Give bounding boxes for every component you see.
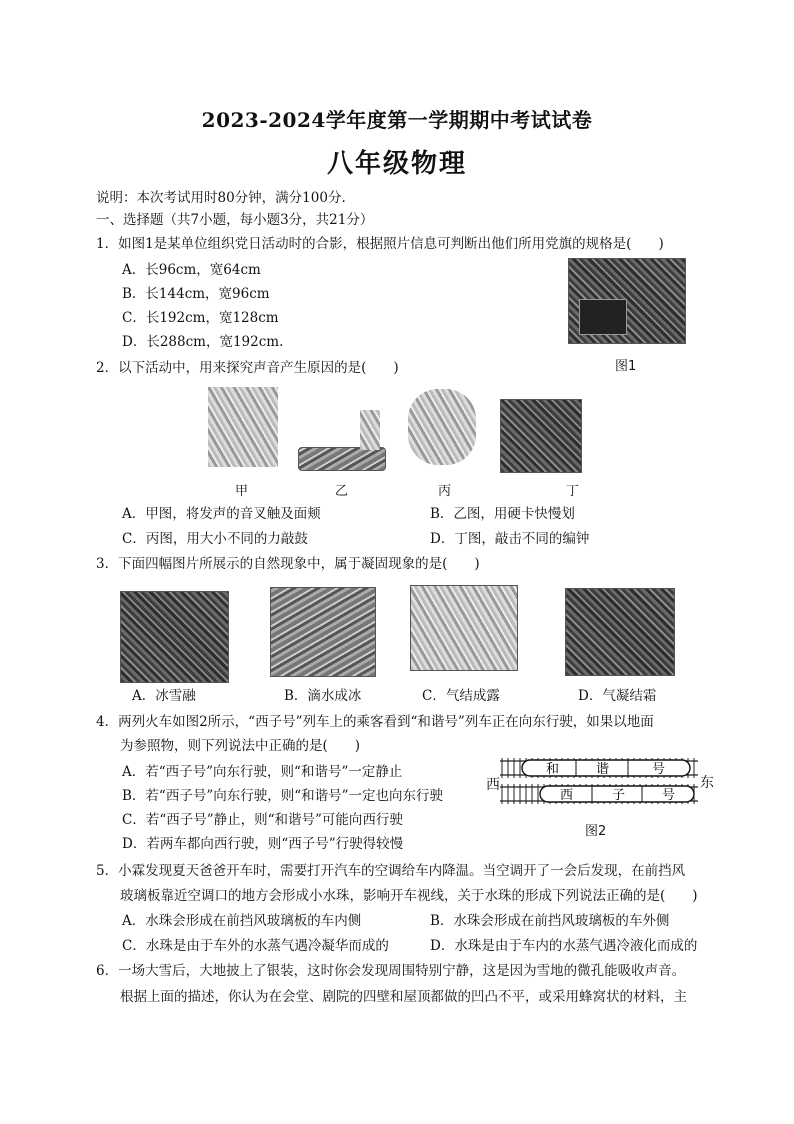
q2-image-yi-card [360,410,380,450]
train1-car3: 号 [652,762,666,777]
party-flag-image [579,299,627,335]
q4-option-a: A．若“西子号”向东行驶，则“和谐号”一定静止 [122,764,403,780]
exam-title: 2023-2024学年度第一学期期中考试试卷 [201,108,593,132]
q3-option-a: A．冰雪融 [132,688,196,704]
figure-1-photo [568,258,686,344]
q3-image-c [410,585,518,671]
q5-stem-line1: 5．小霖发现夏天爸爸开车时，需要打开汽车的空调给车内降温。当空调开了一会后发现，在前挡风 [96,863,686,879]
figure-2-trains [500,758,698,808]
q3-image-b [270,587,376,677]
train2-car1: 西 [560,788,574,803]
q4-stem-line2: 为参照物，则下列说法中正确的是( ) [120,738,361,754]
q5-option-d: D．水珠是由于车内的水蒸气遇冷液化而成的 [430,938,698,954]
q3-stem: 3．下面四幅图片所展示的自然现象中，属于凝固现象的是( ) [96,556,480,572]
q3-option-c: C．气结成露 [422,688,500,704]
figure-1-caption: 图1 [615,359,637,374]
q2-stem: 2．以下活动中，用来探究声音产生原因的是( ) [96,360,399,376]
q5-option-c: C．水珠是由于车外的水蒸气遇冷凝华而成的 [122,938,389,954]
q3-image-a [120,591,229,683]
q1-option-b: B．长144cm，宽96cm [122,286,270,302]
exam-subject: 八年级物理 [326,149,467,179]
train2-car2: 子 [612,788,626,803]
train1-car2: 谐 [596,762,610,777]
q4-stem-line1: 4．两列火车如图2所示，“西子号”列车上的乘客看到“和谐号”列车正在向东行驶，如果以地面 [96,714,654,730]
q5-option-a: A．水珠会形成在前挡风玻璃板的车内侧 [122,913,362,929]
q2-option-c: C．丙图，用大小不同的力敲鼓 [122,531,308,547]
east-label: 东 [700,775,714,791]
q1-stem: 1．如图1是某单位组织党日活动时的合影，根据照片信息可判断出他们所用党旗的规格是( ) [96,236,664,252]
train2-car3: 号 [662,788,676,803]
q2-option-a: A．甲图，将发声的音叉触及面颊 [122,506,321,522]
q4-option-c: C．若“西子号”静止，则“和谐号”可能向西行驶 [122,812,403,828]
q2-option-b: B．乙图，用硬卡快慢划 [430,506,575,522]
west-label: 西 [486,777,500,793]
q2-image-yi [298,447,386,471]
q3-option-d: D．气凝结霜 [578,688,657,704]
q6-stem-line2: 根据上面的描述，你认为在会堂、剧院的四壁和屋顶都做的凹凸不平，或采用蜂窝状的材料，主 [120,989,687,1005]
q1-option-a: A．长96cm，宽64cm [122,262,261,278]
section-heading: 一、选择题（共7小题，每小题3分，共21分） [96,212,374,228]
q2-image-ding [500,399,582,473]
q2-image-bing [408,389,476,465]
q4-option-b: B．若“西子号”向东行驶，则“和谐号”一定也向东行驶 [122,788,444,804]
q2-label-ding: 丁 [566,484,580,499]
q1-option-d: D．长288cm，宽192cm. [122,334,284,350]
q2-label-jia: 甲 [235,484,249,499]
instructions: 说明：本次考试用时80分钟，满分100分. [96,190,346,206]
q2-image-jia [208,387,278,467]
q2-label-yi: 乙 [335,484,349,499]
q5-stem-line2: 玻璃板靠近空调口的地方会形成小水珠，影响开车视线，关于水珠的形成下列说法正确的是( ) [120,888,698,904]
q6-stem-line1: 6．一场大雪后，大地披上了银装，这时你会发现周围特别宁静，这是因为雪地的微孔能吸收声音。 [96,963,686,979]
q1-option-c: C．长192cm，宽128cm [122,310,279,326]
figure-2-caption: 图2 [585,824,607,839]
q3-image-d [565,588,675,676]
q2-label-bing: 丙 [438,484,452,499]
train1-car1: 和 [546,762,560,777]
q4-option-d: D．若两车都向西行驶，则“西子号”行驶得较慢 [122,836,404,852]
q2-option-d: D．丁图，敲击不同的编钟 [430,531,590,547]
q5-option-b: B．水珠会形成在前挡风玻璃板的车外侧 [430,913,670,929]
q3-option-b: B．滴水成冰 [284,688,362,704]
